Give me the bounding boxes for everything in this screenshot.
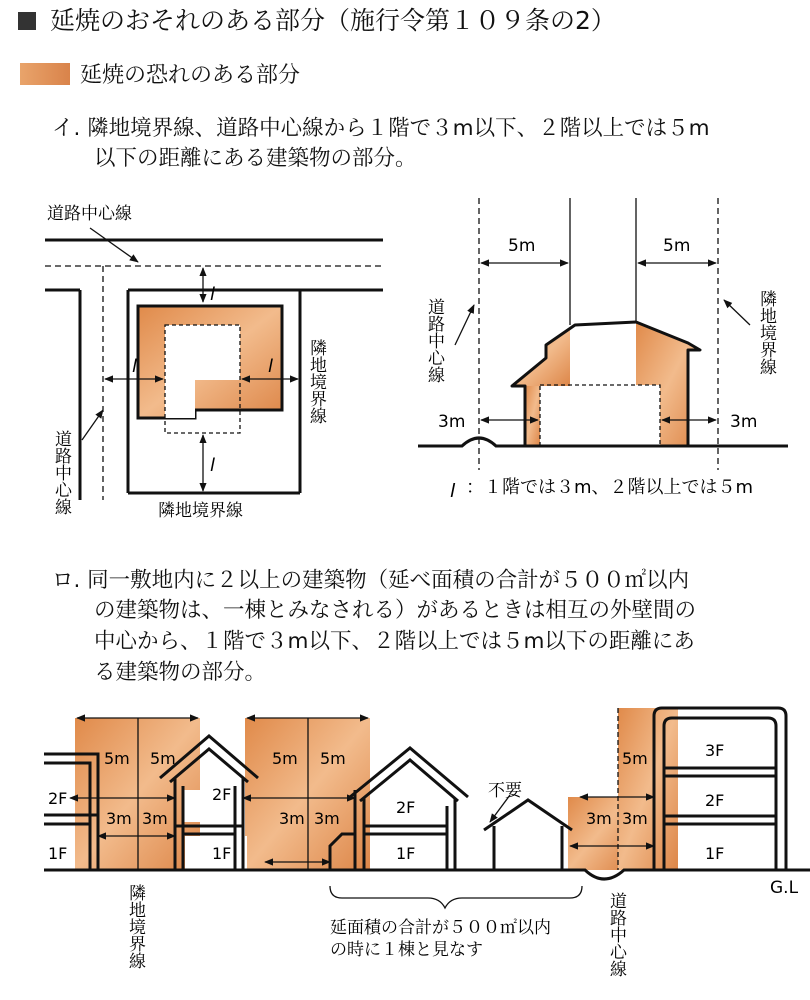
plan-road-center-left: 道路中心線	[51, 430, 71, 515]
section-i-line1: イ. 隣地境界線、道路中心線から１階で３m以下、２階以上では５m	[52, 116, 710, 141]
sec-l-symbol: l	[450, 480, 456, 502]
label-3m-a2: 3m	[142, 809, 168, 828]
label-3m-c1: 3m	[586, 809, 612, 828]
label-neighbor-bottom: 隣地境界線	[125, 884, 145, 969]
bottom-figure	[44, 708, 810, 908]
sec-road-center-label: 道路中心線	[424, 298, 444, 383]
b4-walls	[494, 826, 562, 870]
legend-label: 延焼の恐れのある部分	[80, 63, 301, 88]
plan-road-center-label: 道路中心線	[47, 204, 132, 224]
label-1f-4: 1F	[705, 844, 725, 863]
label-1f-1: 1F	[48, 844, 68, 863]
sec-3m-left-label: 3m	[438, 412, 466, 432]
plan-l-bottom: l	[210, 455, 216, 476]
road-center-left-leader	[82, 410, 103, 440]
b3-floor	[364, 826, 447, 834]
plan-l-right: l	[268, 356, 274, 377]
label-3m-b2: 3m	[314, 809, 340, 828]
sec-5m-right-label: 5m	[663, 236, 691, 256]
sec-3m-right-label: 3m	[730, 412, 758, 432]
sec-zone-1f-left	[525, 386, 540, 446]
label-3f: 3F	[705, 741, 725, 760]
road-center-leader	[90, 228, 138, 262]
note-line2: の時に１棟と見なす	[330, 940, 483, 960]
sec-road-leader	[455, 305, 474, 345]
plan-neighbor-right: 隣地境界線	[306, 339, 326, 424]
gl-line	[44, 870, 810, 879]
brace	[330, 886, 582, 908]
label-5m-c: 5m	[622, 749, 648, 768]
section-ro-line4: る建築物の部分。	[94, 660, 267, 685]
label-2f-4: 2F	[705, 791, 725, 810]
plan-neighbor-bottom: 隣地境界線	[158, 501, 243, 521]
section-ro-line1: ロ. 同一敷地内に２以上の建築物（延べ面積の合計が５００㎡以内	[52, 568, 690, 593]
label-gl: G.L	[770, 878, 799, 898]
label-5m-b2: 5m	[320, 749, 346, 768]
label-3m-c2: 3m	[622, 809, 648, 828]
section-ro-line3: 中心から、１階で３m以下、２階以上では５m以下の距離にあ	[94, 629, 695, 654]
label-5m-a1: 5m	[104, 749, 130, 768]
b4-roof	[484, 800, 572, 830]
label-3m-b1: 3m	[279, 809, 305, 828]
title-text: 延焼のおそれのある部分（施行令第１０９条の2）	[50, 6, 616, 35]
label-2f-2: 2F	[212, 785, 232, 804]
label-1f-3: 1F	[396, 844, 416, 863]
section-i-line2: 以下の距離にある建築物の部分。	[94, 146, 417, 171]
sec-l-note: ：１階では３m、２階以上では５m	[466, 477, 754, 498]
label-5m-a2: 5m	[150, 749, 176, 768]
label-2f-1: 2F	[48, 789, 68, 808]
label-5m-b1: 5m	[272, 749, 298, 768]
label-unnecessary: 不要	[488, 781, 522, 801]
label-1f-2: 1F	[212, 844, 232, 863]
label-2f-3: 2F	[396, 798, 416, 817]
note-line1: 延面積の合計が５００㎡以内	[330, 918, 551, 938]
sec-neighbor-leader	[724, 300, 750, 325]
sec-5m-left-label: 5m	[508, 236, 536, 256]
label-3m-a1: 3m	[106, 809, 132, 828]
plan-l-top: l	[210, 284, 216, 305]
sec-neighbor-label: 隣地境界線	[756, 290, 776, 375]
section-ro-line2: の建築物は、一棟とみなされる）があるときは相互の外壁間の	[94, 598, 697, 623]
b3-roof-inner	[360, 760, 458, 801]
plan-l-left: l	[132, 356, 138, 377]
label-road-center-bottom: 道路中心線	[606, 892, 626, 977]
